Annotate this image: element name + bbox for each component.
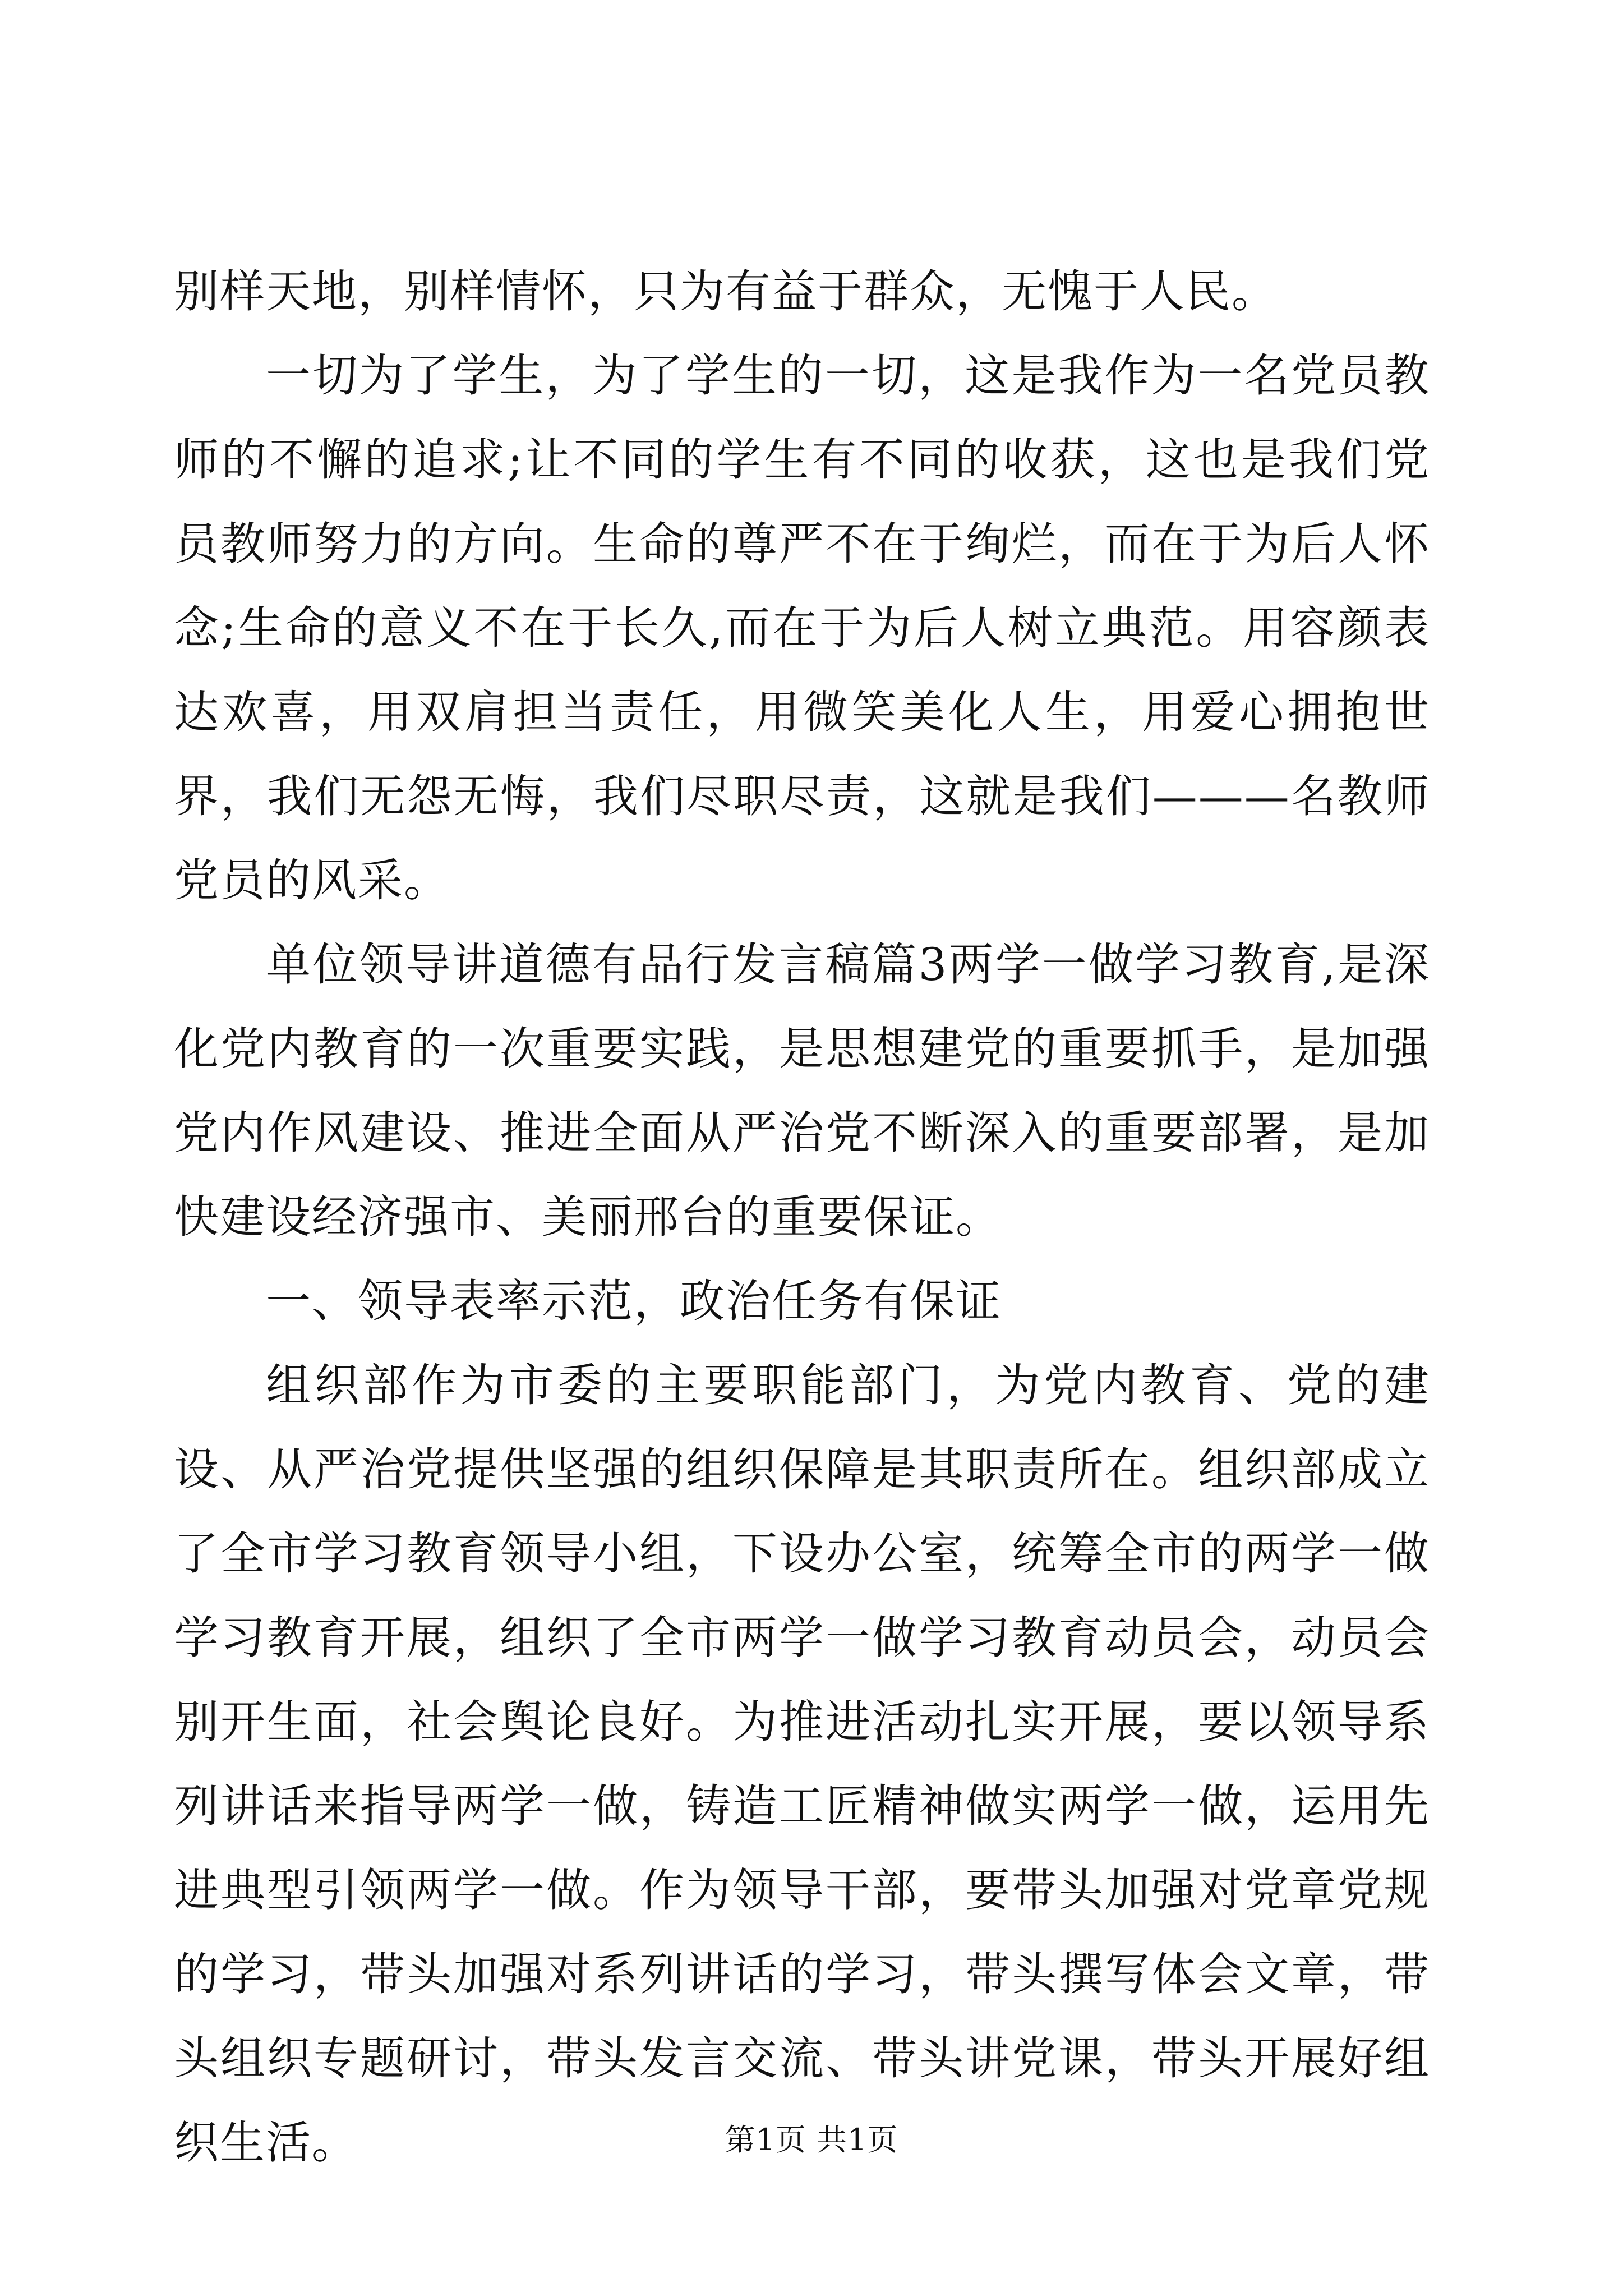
paragraph-5: 组织部作为市委的主要职能部门，为党内教育、党的建设、从严治党提供坚强的组织保障是其职责所在。组织部成立了全市学习教育领导小组，下设办公室，统筹全市的两学一做学习教育开展，组织了全市两学一做学习教育动员会，动员会别开生面，社会舆论良好。为推进活动扎实开展，要以领导系列讲话来指导两学一做，铸造工匠精神做实两学一做，运用先进典型引领两学一做。作为领导干部，要带头加强对党章党规的学习，带头加强对系列讲话的学习，带头撰写体会文章，带头组织专题研讨，带头发言交流、带头讲党课，带头开展好组织生活。	[174, 1359, 1430, 2169]
page-footer: 第1页 共1页	[725, 2122, 898, 2157]
paragraph-2: 一切为了学生，为了学生的一切，这是我作为一名党员教师的不懈的追求;让不同的学生有不同的收获，这也是我们党员教师努力的方向。生命的尊严不在于绚烂，而在于为后人怀念;生命的意义不在于长久,而在于为后人树立典范。用容颜表达欢喜，用双肩担当责任，用微笑美化人生，用爱心拥抱世界，我们无怨无悔，我们尽职尽责，这就是我们———名教师党员的风采。	[174, 349, 1430, 907]
section-heading: 一、领导表率示范，政治任务有保证	[266, 1275, 1002, 1327]
document-body	[174, 250, 1430, 2185]
paragraph-1: 别样天地，别样情怀，只为有益于群众，无愧于人民。	[174, 265, 1278, 318]
paragraph-3: 单位领导讲道德有品行发言稿篇3两学一做学习教育,是深化党内教育的一次重要实践，是思想建党的重要抓手，是加强党内作风建设、推进全面从严治党不断深入的重要部署，是加快建设经济强市、美丽邢台的重要保证。	[174, 938, 1430, 1243]
